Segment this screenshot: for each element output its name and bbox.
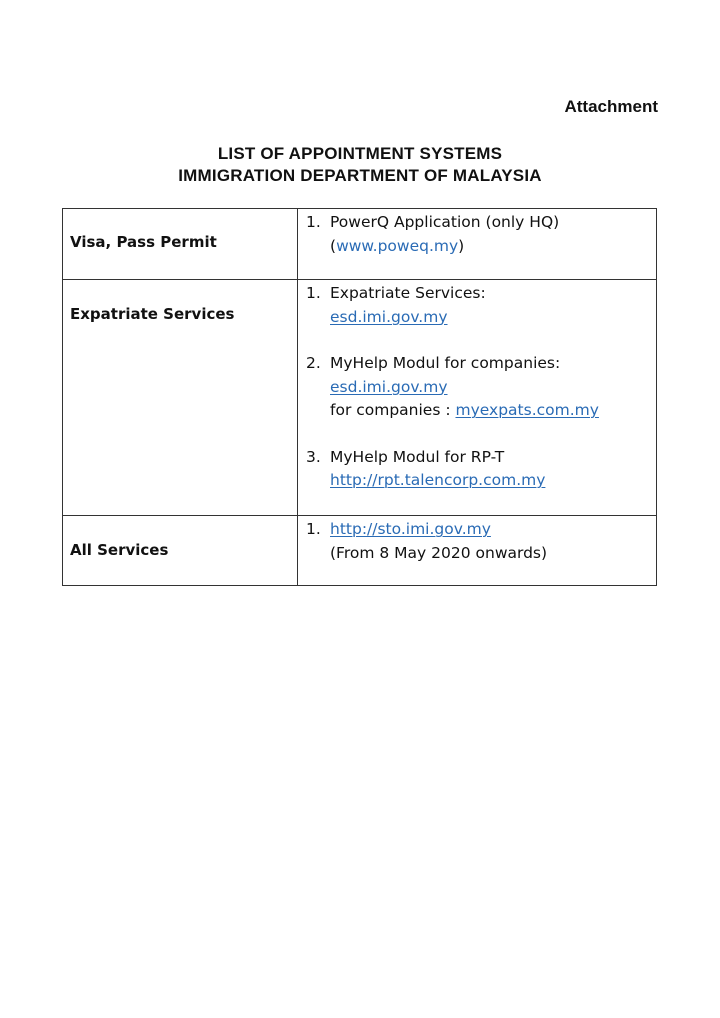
item-number: 1. [306,213,321,231]
item-number: 1. [306,284,321,302]
attachment-label: Attachment [564,97,658,116]
paren-open: ( [330,236,337,255]
category-visa-pass-permit: Visa, Pass Permit [70,233,217,251]
esd-link[interactable]: esd.imi.gov.my [330,307,448,326]
list-item [306,211,656,258]
item-number: 2. [306,354,321,372]
poweq-link[interactable]: www.poweq.my [336,236,459,255]
category-cell [63,209,298,280]
item-title: Expatriate Services: [330,284,486,302]
item-title: MyHelp Modul for RP-T [330,447,505,466]
list-item [306,446,656,493]
systems-cell [298,516,657,586]
sto-link[interactable]: http://sto.imi.gov.my [330,520,491,538]
table-row [63,280,657,516]
category-cell [63,516,298,586]
category-expatriate-services: Expatriate Services [70,305,235,323]
systems-cell [298,209,657,280]
systems-cell [298,280,657,516]
table-row [63,516,657,586]
extra-label: for companies : [330,401,456,419]
list-item [306,352,656,423]
appointment-systems-table [62,208,657,586]
table-row [63,209,657,280]
category-cell [63,280,298,516]
category-all-services: All Services [70,541,169,559]
item-number: 3. [306,447,321,466]
item-number: 1. [306,520,321,538]
rpt-talencorp-link[interactable]: http://rpt.talencorp.com.my [330,471,546,489]
item-link-line [330,235,656,259]
document-title [0,143,720,187]
title-line-2: IMMIGRATION DEPARTMENT OF MALAYSIA [178,166,542,185]
esd-link[interactable]: esd.imi.gov.my [330,377,448,396]
paren-close: ) [458,236,465,255]
item-note: (From 8 May 2020 onwards) [330,543,548,562]
myexpats-link[interactable]: myexpats.com.my [455,401,599,419]
item-title: PowerQ Application (only HQ) [330,213,560,231]
item-title: MyHelp Modul for companies: [330,354,561,372]
list-item [306,518,656,565]
title-line-1: LIST OF APPOINTMENT SYSTEMS [217,144,503,163]
list-item [306,282,656,329]
